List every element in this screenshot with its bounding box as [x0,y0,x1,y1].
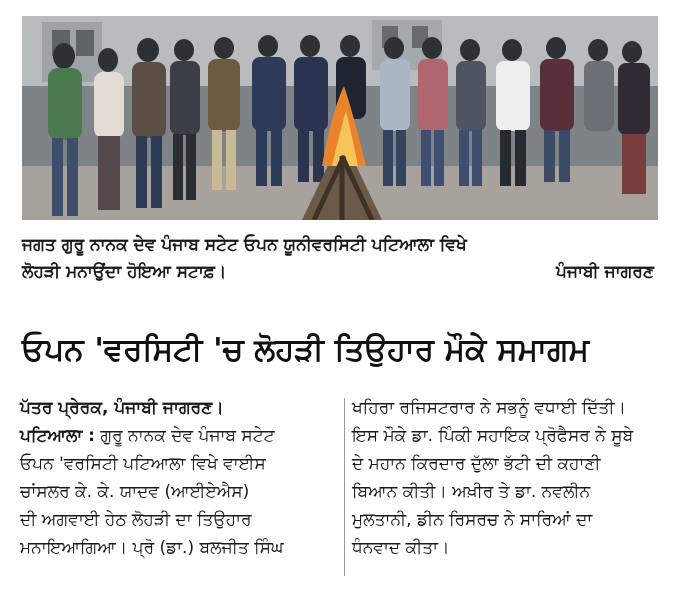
article-line: ਚਾਂਸਲਰ ਕੇ. ਕੇ. ਯਾਦਵ (ਆਈਏਐਸ) [20,482,250,502]
article-line: ਇਸ ਮੌਕੇ ਡਾ. ਪਿੰਕੀ ਸਹਾਇਕ ਪ੍ਰੋਫੈਸਰ ਨੇ ਸੂਬੇ [352,426,634,446]
article-line: ਮੁਲਤਾਨੀ, ਡੀਨ ਰਿਸਰਚ ਨੇ ਸਾਰਿਆਂ ਦਾ [352,510,593,530]
article-column-right [352,394,664,562]
caption-line-1: ਜਗਤ ਗੁਰੂ ਨਾਨਕ ਦੇਵ ਪੰਜਾਬ ਸਟੇਟ ਓਪਨ ਯੂਨੀਵਰਸਿਟੀ ਪਟਿਆਲਾ ਵਿਖੇ [22,235,467,255]
article-line: ਓਪਨ 'ਵਰਸਿਟੀ ਪਟਿਆਲਾ ਵਿਖੇ ਵਾਈਸ [20,454,266,474]
article-column-left [20,394,338,562]
article-dateline: ਪਟਿਆਲਾ : [20,426,95,446]
column-divider [344,398,345,576]
article-headline: ਓਪਨ 'ਵਰਸਿਟੀ 'ਚ ਲੋਹੜੀ ਤਿਉਹਾਰ ਮੌਕੇ ਸਮਾਗਮ [22,332,589,368]
article-line: ਦੀ ਅਗਵਾਈ ਹੇਠ ਲੋਹੜੀ ਦਾ ਤਿਉਹਾਰ [20,510,252,530]
article-line: ਮਨਾਇਆਗਿਆ। ਪ੍ਰੋ (ਡਾ.) ਬਲਜੀਤ ਸਿੰਘ [20,538,284,558]
photo-credit: ਪੰਜਾਬੀ ਜਾਗਰਣ [556,262,654,282]
photo-caption [22,232,658,286]
article-line [20,422,338,450]
caption-line-2: ਲੋਹੜੀ ਮਨਾਉਂਦਾ ਹੋਇਆ ਸਟਾਫ਼। [22,262,227,282]
news-photo [22,16,658,220]
article-line: ਖਹਿਰਾ ਰਜਿਸਟਰਾਰ ਨੇ ਸਭਨੂੰ ਵਧਾਈ ਦਿੱਤੀ। [352,398,626,418]
article-byline: ਪੱਤਰ ਪ੍ਰੇਰਕ, ਪੰਜਾਬੀ ਜਾਗਰਣ। [20,398,224,418]
article-line: ਧੰਨਵਾਦ ਕੀਤਾ। [352,538,450,558]
article-line: ਦੇ ਮਹਾਨ ਕਿਰਦਾਰ ਦੁੱਲਾ ਭੱਟੀ ਦੀ ਕਹਾਣੀ [352,454,601,474]
news-photo-icon [22,16,658,220]
article-line-text: ਗੁਰੂ ਨਾਨਕ ਦੇਵ ਪੰਜਾਬ ਸਟੇਟ [100,426,275,446]
article-line: ਬਿਆਨ ਕੀਤੀ। ਅਖ਼ੀਰ ਤੇ ਡਾ. ਨਵਲੀਨ [352,482,591,502]
